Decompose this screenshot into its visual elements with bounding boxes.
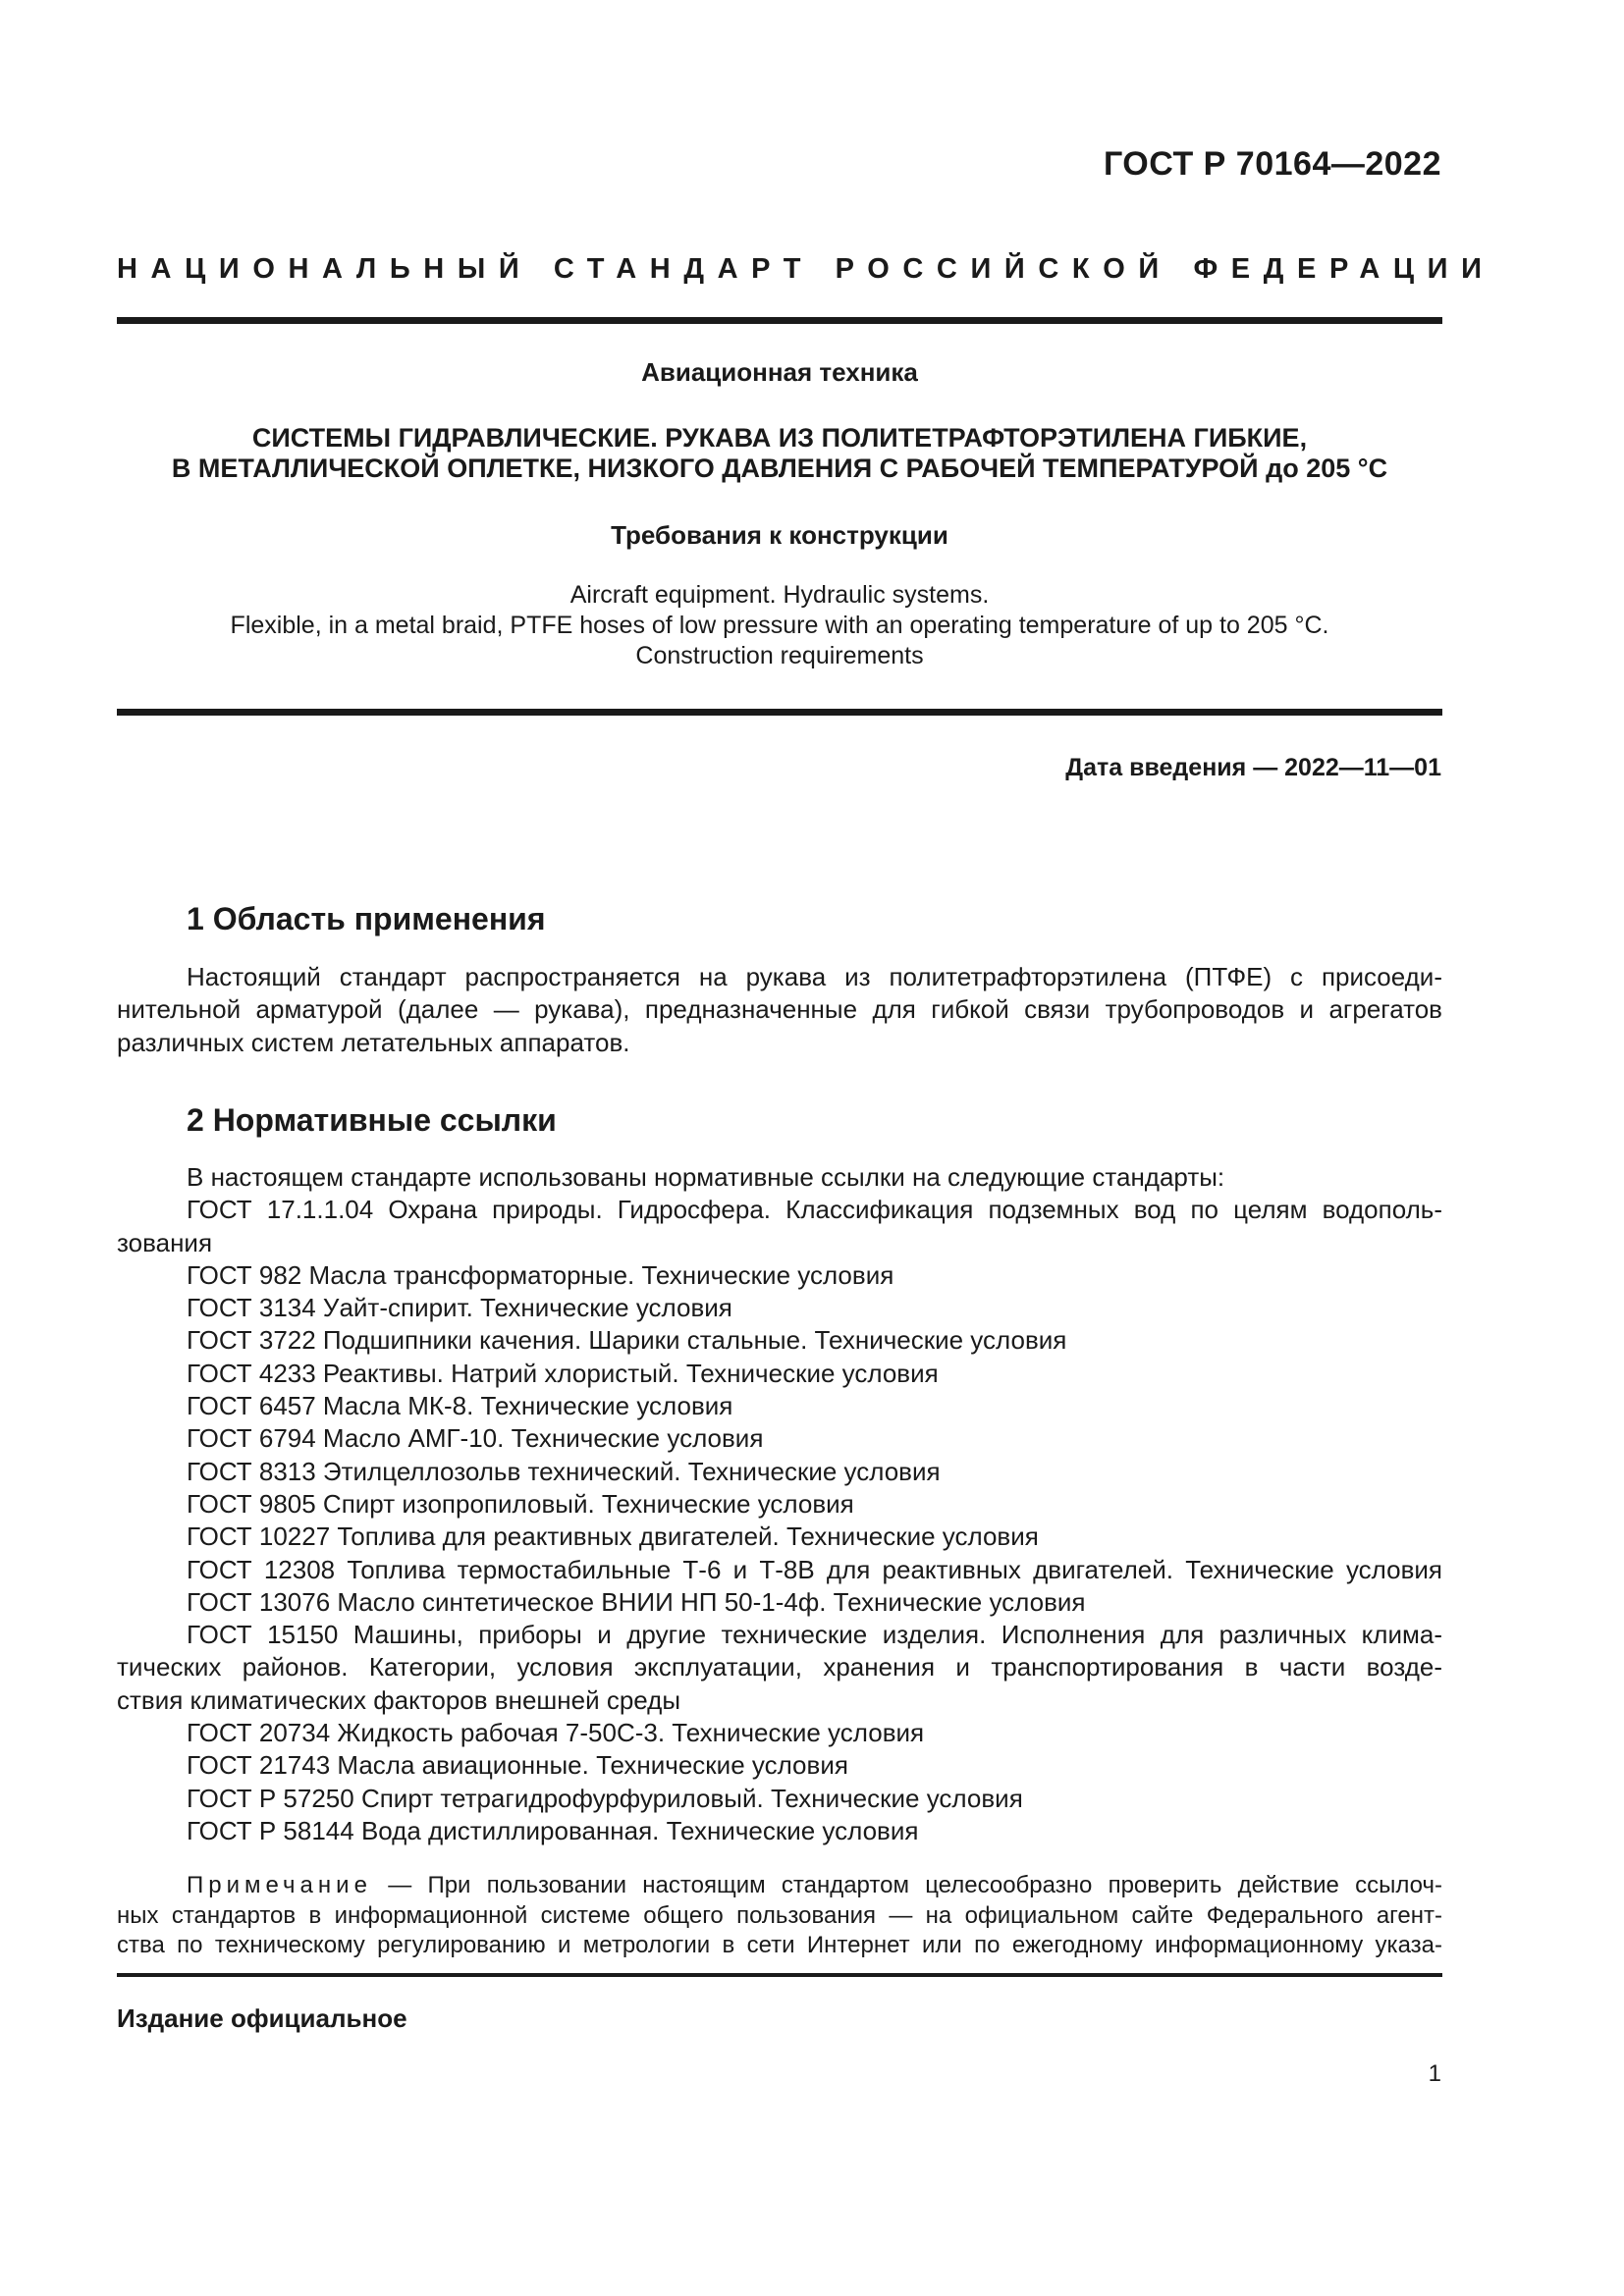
list-item: ГОСТ Р 58144 Вода дистиллированная. Технические условия xyxy=(187,1815,919,1845)
document-subtitle: Требования к конструкции xyxy=(611,520,948,550)
english-title-line: Construction requirements xyxy=(635,642,924,669)
english-title-line: Aircraft equipment. Hydraulic systems. xyxy=(569,581,990,609)
section-heading-scope: 1 Область применения xyxy=(187,901,546,936)
list-item: ГОСТ 9805 Спирт изопропиловый. Технические условия xyxy=(187,1488,854,1519)
document-title-line: СИСТЕМЫ ГИДРАВЛИЧЕСКИЕ. РУКАВА ИЗ ПОЛИТЕТРАФТОРЭТИЛЕНА ГИБКИЕ, xyxy=(251,423,1308,453)
list-item: ГОСТ Р 57250 Спирт тетрагидрофурфуриловый. Технические условия xyxy=(187,1783,1023,1813)
note-line: ных стандартов в информационной системе общего пользования — на официальном сайте Федерального агент- xyxy=(117,1901,1442,1929)
title-rule xyxy=(117,709,1442,716)
text-line: различных систем летательных аппаратов. xyxy=(117,1027,630,1057)
list-item: ГОСТ 982 Масла трансформаторные. Технические условия xyxy=(187,1259,894,1290)
list-item: ГОСТ 20734 Жидкость рабочая 7-50С-3. Технические условия xyxy=(187,1718,925,1748)
introduction-date: Дата введения — 2022—11—01 xyxy=(1065,754,1441,781)
list-item: ГОСТ 6794 Масло АМГ-10. Технические условия xyxy=(187,1423,764,1454)
list-item: ГОСТ 21743 Масла авиационные. Технические условия xyxy=(187,1750,848,1781)
list-item: ГОСТ 15150 Машины, приборы и другие технические изделия. Исполнения для различных клима- xyxy=(187,1620,1442,1650)
list-item: ГОСТ 3722 Подшипники качения. Шарики стальные. Технические условия xyxy=(187,1325,1067,1356)
list-item: ГОСТ 12308 Топлива термостабильные Т-6 и Т-8В для реактивных двигателей. Технические условия xyxy=(187,1554,1442,1584)
list-item: ГОСТ 17.1.1.04 Охрана природы. Гидросфера. Классификация подземных вод по целям водополь- xyxy=(187,1195,1442,1225)
national-standard-banner: НАЦИОНАЛЬНЫЙ СТАНДАРТ РОССИЙСКОЙ ФЕДЕРАЦИИ xyxy=(117,253,1495,285)
english-title-line: Flexible, in a metal braid, PTFE hoses of low pressure with an operating temperature of up to 205 °C. xyxy=(230,612,1329,639)
section-heading-references: 2 Нормативные ссылки xyxy=(187,1102,557,1138)
note-label: Примечание xyxy=(187,1872,372,1898)
page-number: 1 xyxy=(1428,2060,1441,2087)
list-item: ГОСТ 3134 Уайт-спирит. Технические условия xyxy=(187,1293,732,1323)
text-line: нительной арматурой (далее — рукава), предназначенные для гибкой связи трубопроводов и агрегатов xyxy=(117,994,1442,1025)
english-title xyxy=(117,580,1442,671)
list-item: ГОСТ 8313 Этилцеллозольв технический. Технические условия xyxy=(187,1456,941,1486)
list-item: ствия климатических факторов внешней среды xyxy=(117,1684,681,1715)
document-category: Авиационная техника xyxy=(641,357,918,387)
list-item: В настоящем стандарте использованы нормативные ссылки на следующие стандарты: xyxy=(187,1162,1225,1192)
text-line: Настоящий стандарт распространяется на рукава из политетрафторэтилена (ПТФЕ) с присоеди- xyxy=(187,962,1442,991)
note-block xyxy=(117,1871,1442,1961)
list-item: ГОСТ 4233 Реактивы. Натрий хлористый. Технические условия xyxy=(187,1358,939,1388)
header-rule xyxy=(117,317,1442,324)
list-item: тических районов. Категории, условия эксплуатации, хранения и транспортирования в части возде- xyxy=(117,1652,1442,1682)
footer-rule xyxy=(117,1973,1442,1977)
section-body-scope xyxy=(117,961,1442,1059)
note-text: — При пользовании настоящим стандартом целесообразно проверить действие ссылоч- xyxy=(388,1872,1442,1898)
document-title xyxy=(117,423,1442,484)
list-item: зования xyxy=(117,1227,213,1257)
references-list xyxy=(117,1161,1442,1847)
note-line xyxy=(117,1871,1442,1901)
document-title-line: В МЕТАЛЛИЧЕСКОЙ ОПЛЕТКЕ, НИЗКОГО ДАВЛЕНИЯ С РАБОЧЕЙ ТЕМПЕРАТУРОЙ до 205 °С xyxy=(171,454,1388,483)
note-line: ства по техническому регулированию и метрологии в сети Интернет или по ежегодному информационному указа- xyxy=(117,1932,1442,1958)
list-item: ГОСТ 6457 Масла МК-8. Технические условия xyxy=(187,1391,733,1421)
edition-label: Издание официальное xyxy=(117,2003,407,2033)
standard-number: ГОСТ Р 70164—2022 xyxy=(1103,145,1441,183)
list-item: ГОСТ 13076 Масло синтетическое ВНИИ НП 50-1-4ф. Технические условия xyxy=(187,1586,1086,1617)
list-item: ГОСТ 10227 Топлива для реактивных двигателей. Технические условия xyxy=(187,1522,1039,1552)
